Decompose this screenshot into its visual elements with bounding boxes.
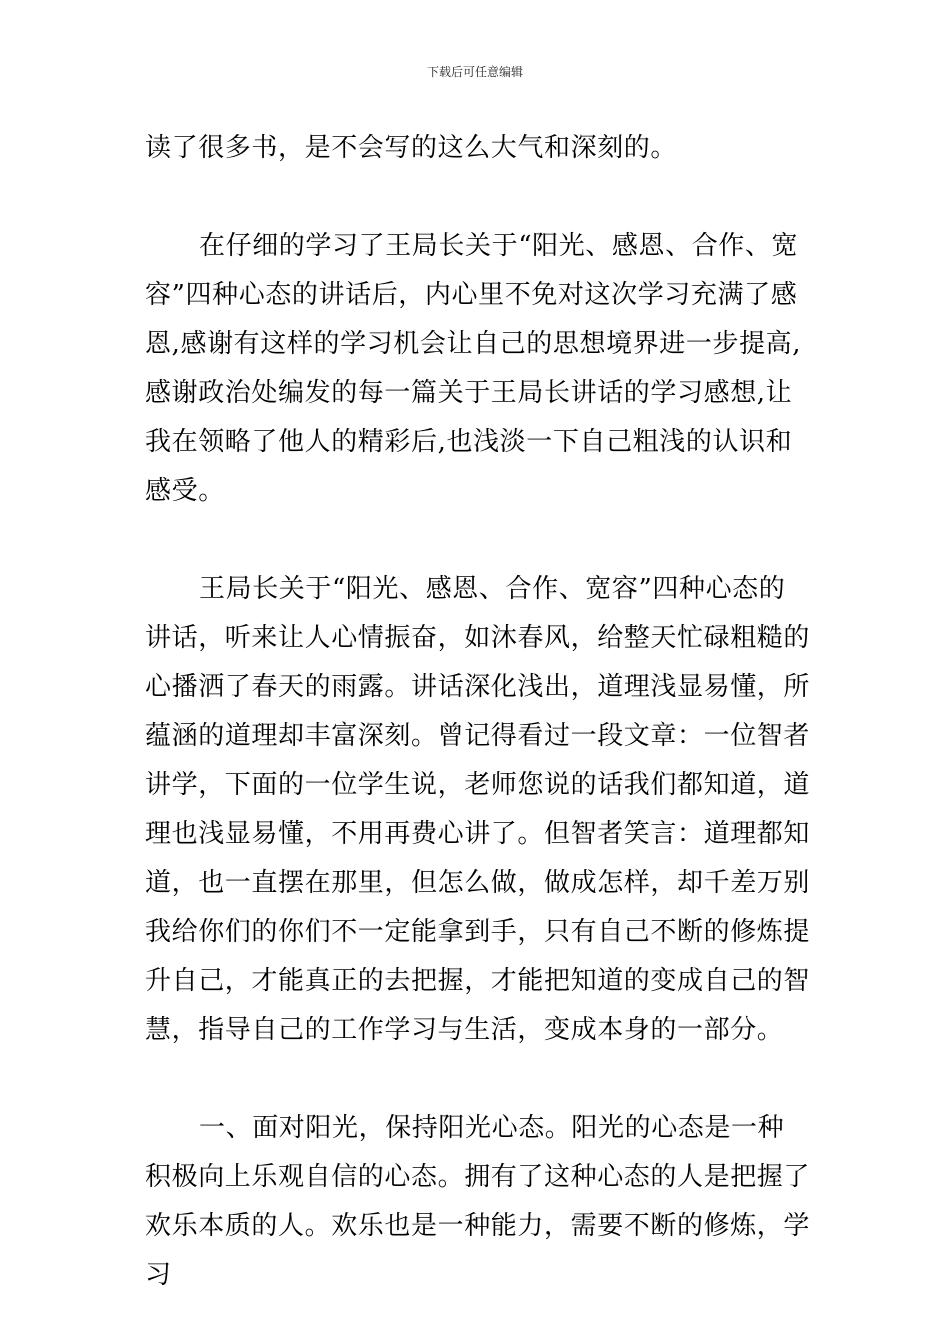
paragraph-section-one: 一、面对阳光，保持阳光心态。阳光的心态是一种积极向上乐观自信的心态。拥有了这种心态的人是把握了欢乐本质的人。欢乐也是一种能力，需要不断的修炼，学习	[145, 1113, 811, 1290]
paragraph-spacer	[145, 1055, 810, 1104]
page-header: 下载后可任意编辑	[426, 65, 523, 79]
paragraph-speech-summary: 王局长关于“阳光、感恩、合作、宽容”四种心态的讲话，听来让人心情振奋，如沐春风，给整天忙碌粗糙的心播洒了春天的雨露。讲话深化浅出，道理浅显易懂，所蕴涵的道理却丰富深刻。曾记得看过一段文章：一位智者讲学，下面的一位学生说，老师您说的话我们都知道，道理也浅显易懂，不用再费心讲了。但智者笑言：道理都知道，也一直摆在那里，但怎么做，做成怎样，却千差万别我给你们的你们不一定能拿到手，只有自己不断的修炼提升自己，才能真正的去把握，才能把知道的变成自己的智慧，指导自己的工作学习与生活，变成本身的一部分。	[145, 574, 811, 1045]
paragraph-continuation: 读了很多书，是不会写的这么大气和深刻的。	[145, 133, 678, 163]
paragraph-spacer	[145, 173, 810, 222]
paragraph-study-reflection: 在仔细的学习了王局长关于“阳光、感恩、合作、宽容”四种心态的讲话后，内心里不免对这次学习充满了感恩,感谢有这样的学习机会让自己的思想境界进一步提高,感谢政治处编发的每一篇关于王局长讲话的学习感想,让我在领略了他人的精彩后,也浅淡一下自己粗浅的认识和感受。	[145, 231, 802, 506]
document-body	[145, 124, 810, 1300]
paragraph-spacer	[145, 516, 810, 565]
